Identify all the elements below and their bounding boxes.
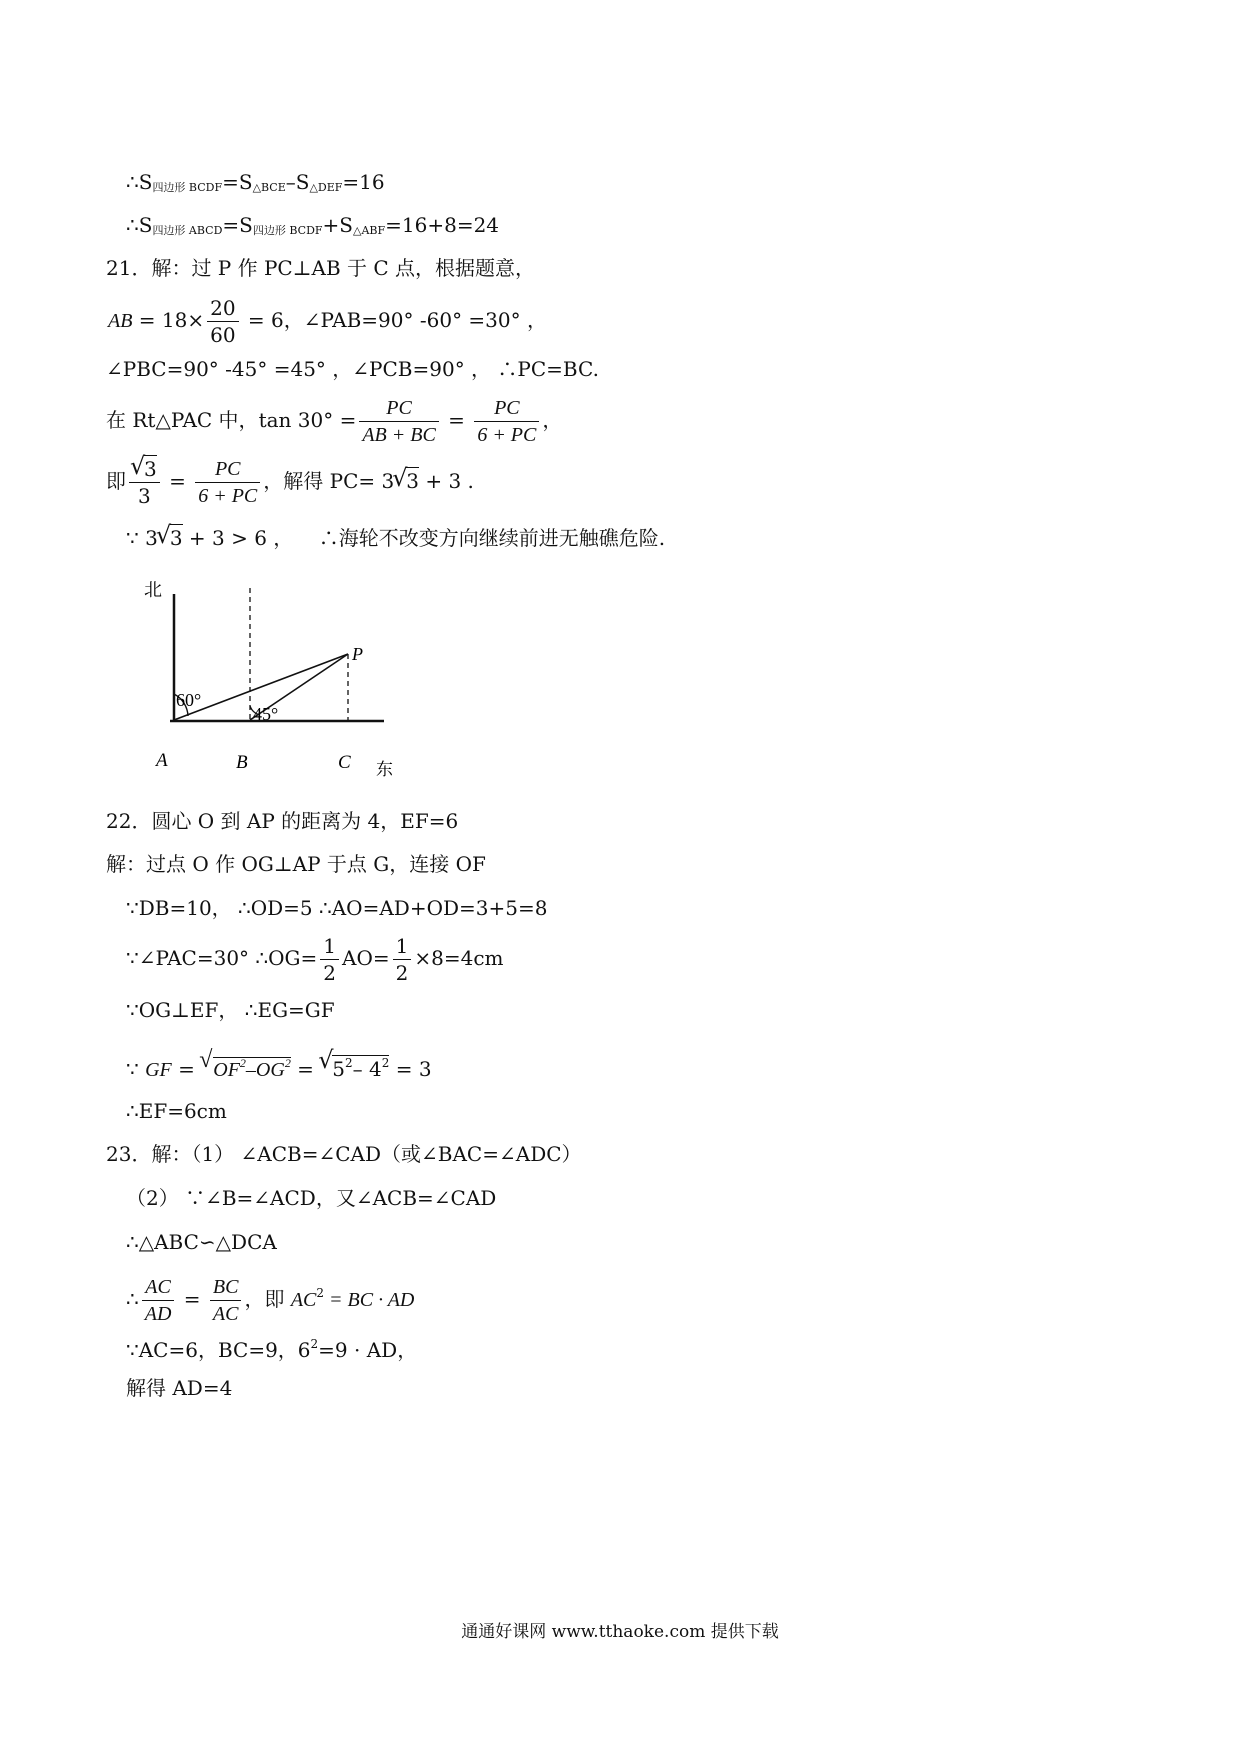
area-line-bcdf: ∴S四边形 BCDF=S△BCE–S△DEF=16 (126, 170, 385, 194)
label-angle-45: 45° (253, 704, 279, 724)
q23-ratio-line: ∴ $\frac{AC}{AD}$ = $\frac{BC}{AC}$ ，即 $AC^2$ = BC · AD (126, 1276, 415, 1325)
q23-heading: 23．解：（1） ∠ACB=∠CAD（或∠BAC=∠ADC） (106, 1142, 582, 1166)
label-north: 北 (144, 580, 162, 600)
q22-perp-line: ∵OG⊥EF， ∴EG=GF (126, 998, 335, 1022)
q23-given-line: ∵AC=6，BC=9，$6^2=9$ · AD， (126, 1337, 418, 1362)
q22-ef-line: ∴EF=6cm (126, 1099, 227, 1123)
q21-tan-line: 在 Rt△PAC 中，tan 30° = $\frac{PC}{AB + BC}$ = $\frac{PC}{6 + PC}$ ， (106, 397, 563, 446)
label-a: A (156, 750, 168, 771)
q22-db-line: ∵DB=10， ∴OD=5 ∴AO=AD+OD=3+5=8 (126, 896, 548, 920)
q21-pbc-line: ∠PBC=90° -45° =45° ，∠PCB=90° ， ∴PC=BC. (106, 357, 599, 381)
page-footer: 通通好课网 www.tthaoke.com 提供下载 (461, 1622, 779, 1642)
label-b: B (236, 752, 248, 773)
navigation-figure (130, 570, 410, 785)
q23-similar: ∴△ABC∽△DCA (126, 1230, 277, 1254)
q21-conclusion: ∵ 3√ 3 + 3 > 6 ， ∴海轮不改变方向继续前进无触礁危险. (126, 526, 665, 550)
q22-gf-line: ∵ GF = √ $OF^2-OG^2$ = √ $5^2-$ $4^2 = 3$ (126, 1046, 432, 1087)
q22-heading: 22．圆心 O 到 AP 的距离为 4，EF=6 (106, 809, 459, 833)
label-p: P (352, 644, 363, 664)
q21-ab-line: AB = 18× $\frac{20}{60}$ = 6，∠PAB=90° -60° =30° ， (108, 296, 547, 347)
q22-solution-start: 解：过点 O 作 OG⊥AP 于点 G，连接 OF (106, 852, 486, 876)
q23-result: 解得 AD=4 (126, 1376, 233, 1400)
q21-heading: 21．解：过 P 作 PC⊥AB 于 C 点，根据题意， (106, 256, 536, 280)
label-c: C (338, 752, 351, 773)
q21-solve-line: 即 √ $\frac{3}{3}$ = $\frac{PC}{6 + PC}$ ，解得 PC= 3√ 3 + 3 . (106, 453, 474, 509)
label-east: 东 (376, 760, 393, 779)
label-angle-60: 60° (176, 690, 202, 710)
q22-og-line: ∵∠PAC=30° ∴OG= $\frac{1}{2}$ AO= $\frac{1}{2}$ ×8=4cm (126, 934, 504, 985)
area-line-abcd: ∴S四边形 ABCD=S四边形 BCDF+S△ABF=16+8=24 (126, 213, 500, 237)
q23-part2: （2） ∵∠B=∠ACD，又∠ACB=∠CAD (126, 1186, 497, 1210)
